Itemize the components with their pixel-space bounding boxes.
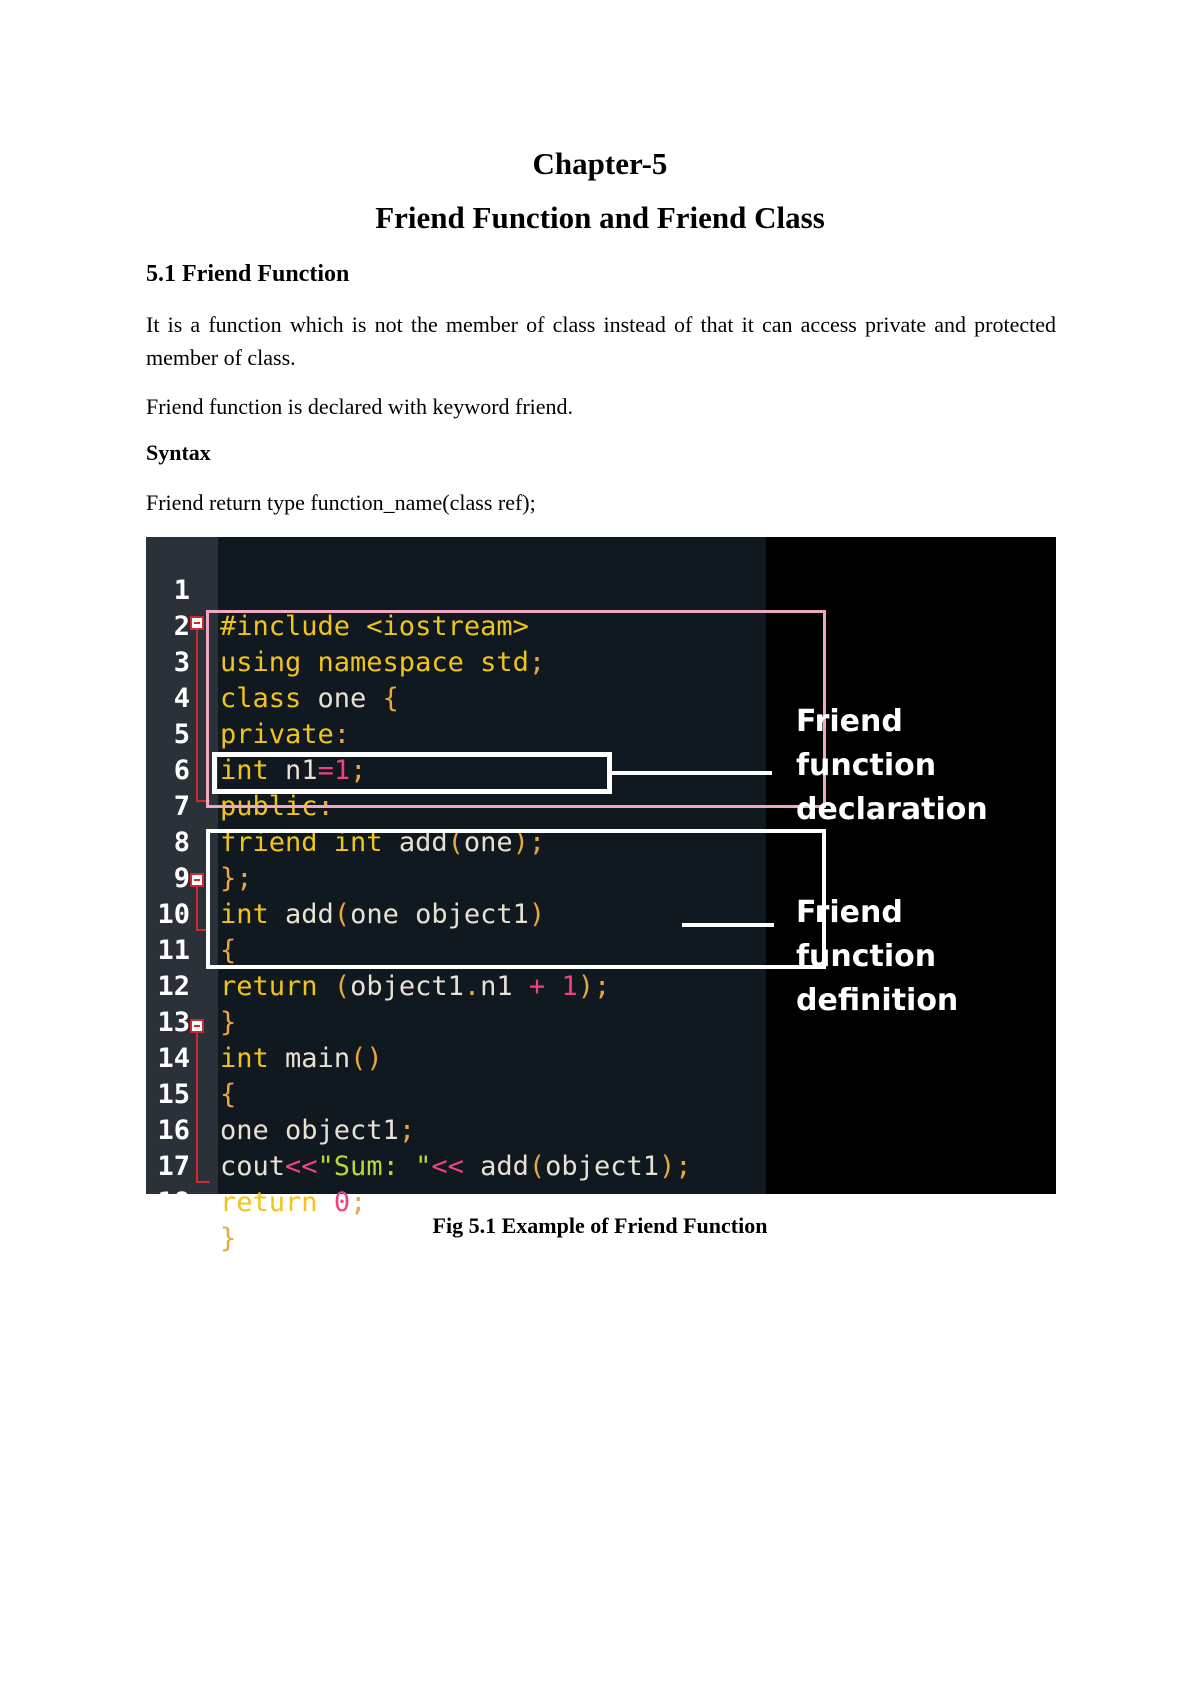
declaration-annotation bbox=[796, 700, 988, 832]
chapter-label: Chapter-5 bbox=[532, 146, 668, 181]
keyword-paragraph: Friend function is declared with keyword friend. bbox=[146, 394, 574, 419]
figure-caption: Fig 5.1 Example of Friend Function bbox=[432, 1213, 768, 1238]
line-number: 4 bbox=[173, 683, 190, 714]
line-number: 10 bbox=[157, 899, 190, 930]
line-number: 7 bbox=[173, 791, 190, 822]
line-number: 14 bbox=[157, 1043, 190, 1074]
line-number: 15 bbox=[157, 1079, 190, 1110]
line-number: 2 bbox=[173, 611, 190, 642]
line-number: 17 bbox=[157, 1151, 190, 1182]
code-text: int main() bbox=[220, 1043, 383, 1074]
code-text: return (object1.n1 + 1); bbox=[220, 971, 611, 1002]
line-number: 3 bbox=[173, 647, 190, 678]
code-text: class one { bbox=[220, 683, 399, 714]
friend-declaration-box bbox=[212, 752, 612, 794]
code-text: public: bbox=[220, 791, 334, 822]
section-heading: 5.1 Friend Function bbox=[146, 261, 350, 287]
definition-paragraph: It is a function which is not the member of class instead of that it can access private and protected member of class. bbox=[146, 312, 1056, 370]
line-number: 18 bbox=[157, 1187, 190, 1218]
code-text: } bbox=[220, 1007, 237, 1038]
line-number: 8 bbox=[173, 827, 190, 858]
page-title: Friend Function and Friend Class bbox=[375, 200, 825, 235]
code-text: int n1=1; bbox=[220, 755, 367, 786]
code-text: }; bbox=[220, 863, 253, 894]
syntax-heading: Syntax bbox=[146, 440, 211, 465]
definition-connector bbox=[682, 923, 774, 927]
code-text: cout<<"Sum: "<< add(object1); bbox=[220, 1151, 692, 1182]
code-text: return 0; bbox=[220, 1187, 367, 1218]
code-text: #include <iostream> bbox=[220, 611, 529, 642]
definition-annotation bbox=[796, 891, 958, 1023]
line-number: 5 bbox=[173, 719, 190, 750]
annotation-line: declaration bbox=[796, 792, 988, 827]
code-text: } bbox=[220, 1223, 237, 1254]
annotation-line: function bbox=[796, 939, 937, 974]
line-number: 16 bbox=[157, 1115, 190, 1146]
code-text: using namespace std; bbox=[220, 647, 546, 678]
friend-definition-box bbox=[206, 829, 826, 969]
annotation-line: Friend bbox=[796, 895, 903, 930]
code-line bbox=[146, 537, 529, 642]
code-text: int add(one object1) bbox=[220, 899, 546, 930]
code-text: private: bbox=[220, 719, 351, 750]
line-number: 12 bbox=[157, 971, 190, 1002]
code-text: friend int add(one); bbox=[220, 827, 546, 858]
line-number: 6 bbox=[173, 755, 190, 786]
line-number: 9 bbox=[173, 863, 190, 894]
code-text: { bbox=[220, 935, 237, 966]
declaration-connector bbox=[612, 771, 772, 775]
code-text: { bbox=[220, 1079, 237, 1110]
line-number: 11 bbox=[157, 935, 190, 966]
line-number: 13 bbox=[157, 1007, 190, 1038]
annotation-line: function bbox=[796, 748, 937, 783]
line-number: 1 bbox=[173, 575, 190, 606]
annotation-line: Friend bbox=[796, 704, 903, 739]
code-line bbox=[146, 1149, 244, 1254]
code-text: one object1; bbox=[220, 1115, 416, 1146]
annotation-line: definition bbox=[796, 983, 959, 1018]
syntax-line: Friend return type function_name(class ref); bbox=[146, 490, 536, 515]
